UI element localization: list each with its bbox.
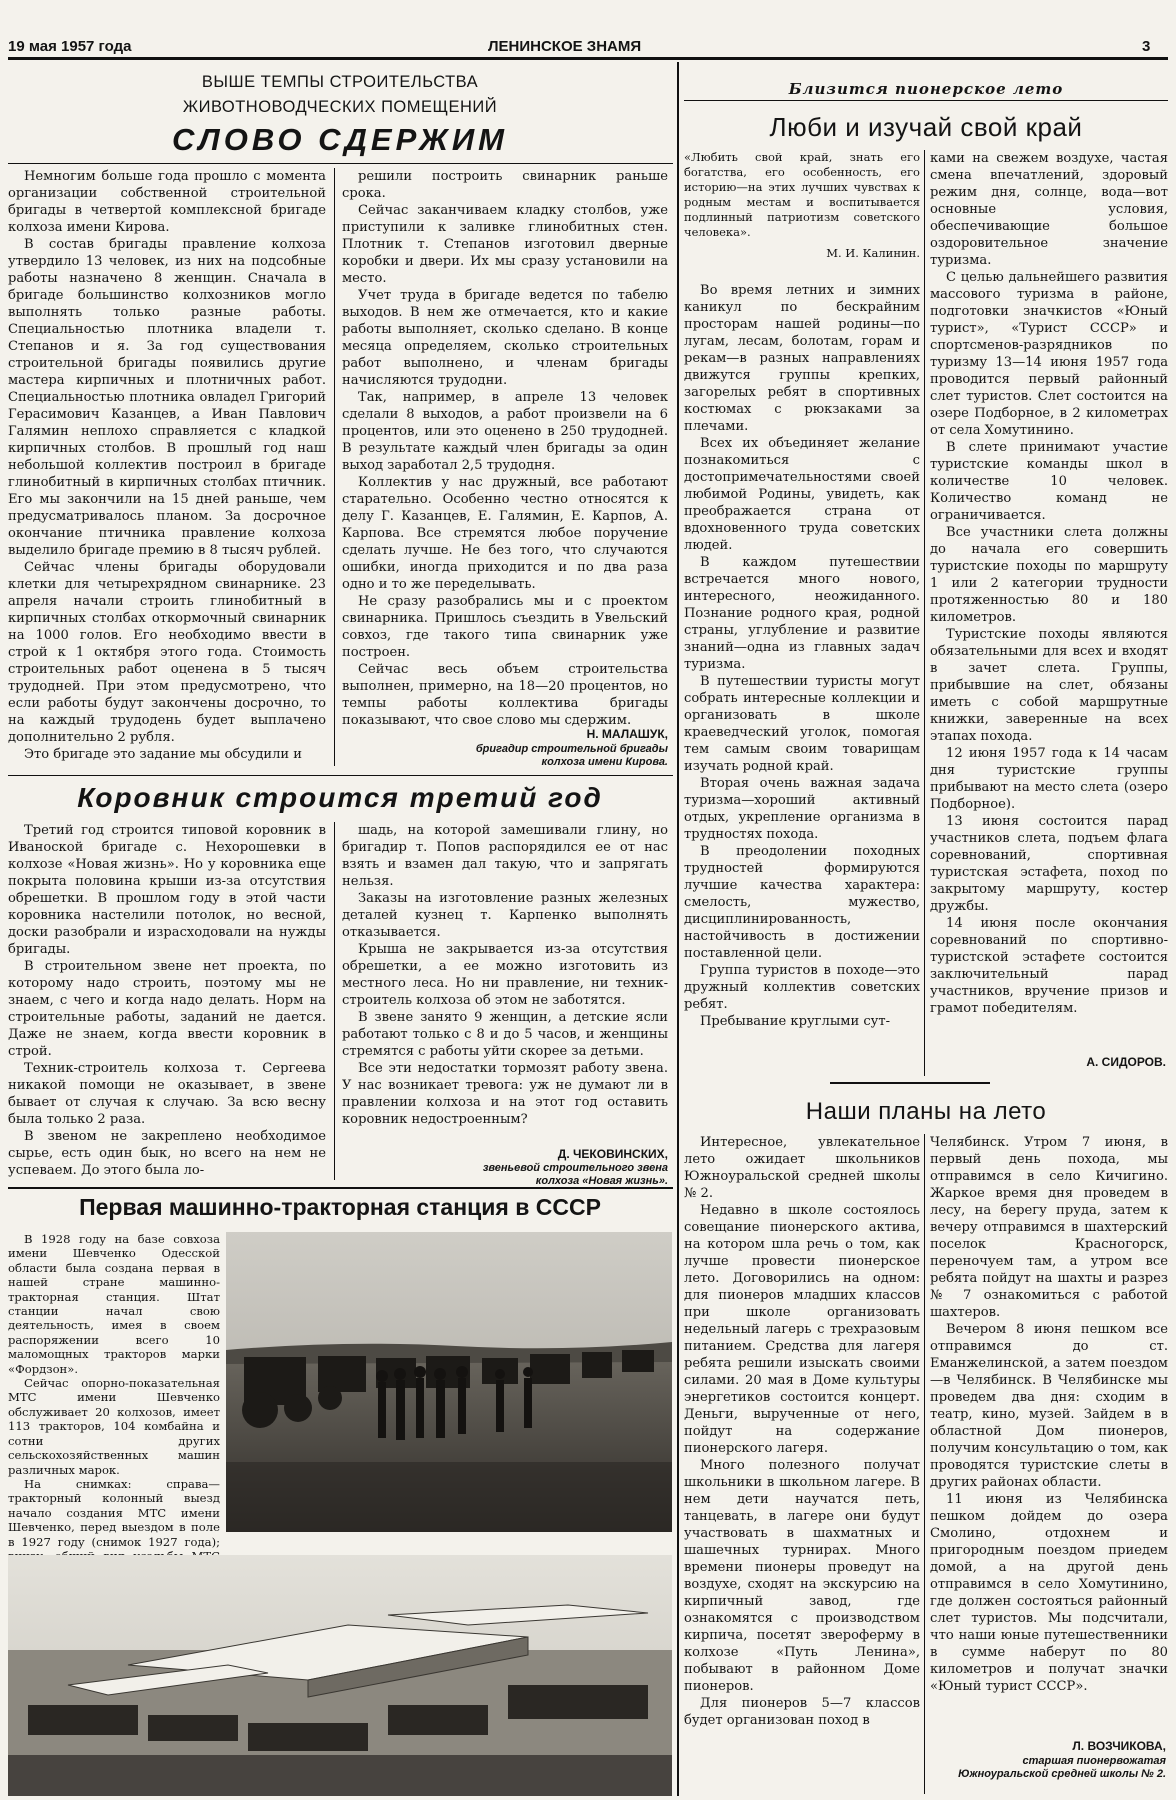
paragraph: Техник-строитель колхоза т. Сергеева никакой помощи не оказывает, в звене бывает от случая к случаю. За всю весну была только 2 раза. <box>8 1061 326 1127</box>
article-column <box>684 1134 920 1796</box>
paragraph: Все эти недостатки тормозят работу звена. У нас возникает тревога: уж не думают ли в правлении колхоза и на этот год оставить коровник недостроенным? <box>342 1061 668 1127</box>
paragraph: 13 июня состоится парад участников слета, подъем флага соревнований, спортивная туристская эстафета, поход по закрытому маршруту, костер дружбы. <box>930 814 1168 914</box>
paragraph: 11 июня из Челябинска пешком дойдем до озера Смолино, отдохнем и пригородным поездом приедем домой, а на другой день отправимся в село Хомутинино, где должен состояться районный слет туристов. Мы подсчитали, что наши юные путешественники в сумме наберут по 80 километров и получат значки «Юный турист СССР». <box>930 1492 1168 1694</box>
article-title: Наши планы на лето <box>805 1098 1047 1125</box>
paragraph: На снимках: справа—тракторный колонный выезд начало создания МТС имени Шевченко, перед выездом в поле в 1927 году (снимок 1927 года); <box>8 1476 220 1549</box>
paragraph: Всех их объединяет желание познакомиться с достопримечательностями своей любимой Родины, увидеть, как преображается страна от вдохновенного труда советских людей. <box>684 436 920 553</box>
paragraph: Группа туристов в походе—это дружный коллектив советских ребят. <box>684 963 920 1012</box>
section-rubric: Близится пионерское лето <box>788 80 1064 98</box>
masthead-rule <box>8 57 1168 60</box>
paragraph: Вечером 8 июня пешком все отправимся до ст. Еманжелинской, а затем поездом—в Челябинск. В Челябинске мы проведем два дня: сходим в театр, кино, музей. Зайдем в в областной Дом пионеров, получим консультацию о том, как проводятся туристские слеты в других районах области. <box>930 1322 1168 1490</box>
page-number: 3 <box>1142 38 1151 55</box>
article-column <box>342 822 668 1142</box>
article-column <box>930 1134 1168 1732</box>
article-title: Коровник строится третий год <box>77 782 603 813</box>
paragraph: В 1928 году на базе совхоза имени Шевченко Одесской области была создана первая в нашей стране машинно-тракторная станция. Штат станции начал свою деятельность, имея в своем распоряжении всего 10 маломощных тракторов марки «Фордзон». <box>8 1232 220 1376</box>
author-signature: Л. ВОЗЧИКОВА, <box>1072 1739 1166 1753</box>
article-column <box>342 168 668 728</box>
author-role: старшая пионервожатая Южноуральской средней школы № 2. <box>958 1755 1166 1780</box>
epigraph-author: М. И. Калинин. <box>826 246 920 260</box>
paragraph: Сейчас заканчиваем кладку столбов, уже приступили к заливке глинобитных стен. Плотник т. Степанов изготовил дверные коробки и двери. Их мы сразу установили на место. <box>342 203 668 286</box>
paragraph: 12 июня 1957 года к 14 часам дня туристские группы прибывают на место слета (озеро Подборное). <box>930 746 1168 812</box>
paragraph: Сейчас опорно-показательная МТС имени Шевченко обслуживает 20 колхозов, имеет 113 тракторов, 104 комбайна и сотни других сельскохозяйственных машин различных марок. <box>8 1376 220 1477</box>
paragraph: В состав бригады правление колхоза утвердило 13 человек, из них на подсобные работы назначено 8 женщин. Сначала в бригаде большинство колхозников могло выполнять только разные работы. Специальностью плотника владели т. Степанов и я. За год существования строительной бригады появились другие мастера кирпичных и плотничных работ. Специальностью плотника овладел Григорий Герасимович Казанцев, а Иван Павлович Галямин неплохо справляется с кладкой кирпичных столбов. В прошлый год наш небольшой коллектив построил в бригаде глинобитный в кирпичных столбах птичник. Его мы закончили на 15 дней раньше, чем предусматривалось планом. За досрочное окончание птичника правление колхоза выделило бригаде премию в 8 тысяч рублей. <box>8 237 326 558</box>
paragraph: В преодолении походных трудностей формируются лучшие качества характера: смелость, мужество, дисциплинированность, настойчивость в достижении поставленной цели. <box>684 844 920 961</box>
paragraph: В строительном звене нет проекта, по которому надо строить, поэтому мы не знаем, с чего и когда надо делать. Норм на строительные работы, заданий не дается. Даже не знаем, когда ввести коровник в строй. <box>8 959 326 1059</box>
column-rule <box>334 822 335 1180</box>
paragraph: Третий год строится типовой коровник в Иваноской бригаде с. Нехорошевки в колхозе «Новая жизнь». Но у коровника еще покрыта половина крыши из-за отсутствия обрешетки. В прошлом году в этой части коровника настелили потолок, но весной, доски разобрали и израсходовали на нужды бригады. <box>8 823 326 957</box>
paragraph: Все участники слета должны до начала его совершить туристские походы по маршруту 1 или 2 категории трудности протяженностью 80 и 180 километров. <box>930 525 1168 625</box>
paragraph: В звене занято 9 женщин, а детские ясли работают только с 8 и до 5 часов, и женщины стремятся с работы уйти скорее за детьми. <box>342 1010 668 1059</box>
paragraph: Сейчас весь объем строительства выполнен, примерно, на 18—20 процентов, но темпы работы коллектива бригады показывают, что свое слово мы сдержим. <box>342 662 668 728</box>
mts-yard-photo-image <box>8 1555 672 1796</box>
section-divider <box>8 163 673 164</box>
author-signature: Н. МАЛАШУК, <box>586 727 668 741</box>
epigraph-block <box>684 150 920 261</box>
epigraph: «Любить свой край, знать его богатства, его особенность, его историю—на этих лучших чувствах к родным местам и воспитывается подлинный патриотизм советского человека». <box>684 150 920 239</box>
paragraph: Заказы на изготовление разных железных деталей кузнец т. Карпенко выполнять отказывается. <box>342 891 668 940</box>
masthead-paper-name: ЛЕНИНСКОЕ ЗНАМЯ <box>488 38 642 55</box>
photo-caption <box>8 1232 220 1550</box>
author-signature: Д. ЧЕКОВИНСКИХ, <box>557 1147 668 1161</box>
paragraph: решили построить свинарник раньше срока. <box>342 169 668 201</box>
paragraph: Много полезного получат школьники в школьном лагере. В нем дети научатся петь, танцевать, в лагере они будут участвовать в шахматных и шашечных турнирах. Много времени пионеры проведут на воздухе, сходят на экскурсию на кирпичный завод, где ознакомятся с производством кирпича, посетят звероферму в колхозе «Путь Ленина», побывают в районном Доме пионеров. <box>684 1458 920 1694</box>
paragraph: Сейчас члены бригады оборудовали клетки для четырехрядном свинарнике. 23 апреля начали строить глинобитный в кирпичных столбах откормочный свинарник на 1000 голов. Его необходимо ввести в строй к 1 октября этого года. Стоимость строительных работ оценена в 5 тысяч трудодней. При этом предусмотрено, что если работы будут закончены досрочно, то на каждый трудодень будет выплачено дополнительно 2 рубля. <box>8 560 326 745</box>
paragraph: шадь, на которой замешивали глину, но бригадир т. Попов распорядился ее от нас взять и взамен дал такую, что и запрягать нельзя. <box>342 823 668 889</box>
paragraph: В путешествии туристы могут собрать интересные коллекции и организовать в школе краеведческий уголок, помогая тем самым своим товарищам изучать родной край. <box>684 674 920 774</box>
article-title: СЛОВО СДЕРЖИМ <box>172 122 508 157</box>
column-rule <box>924 150 925 1076</box>
masthead-date: 19 мая 1957 года <box>8 38 132 55</box>
paragraph: В каждом путешествии встречается много нового, интересного, неожиданного. Познание родного края, родной страны, углубление и развитие знаний—одна из главных задач туризма. <box>684 555 920 672</box>
paragraph: Интересное, увлекательное лето ожидает школьников Южноуральской средней школы № 2. <box>684 1135 920 1201</box>
section-divider <box>830 1082 990 1084</box>
article-title: Первая машинно-тракторная станция в СССР <box>79 1194 601 1220</box>
paragraph: Пребывание круглыми сут- <box>700 1014 891 1029</box>
paragraph: Так, например, в апреле 13 человек сделали 8 выходов, а работ произвели на 6 процентов, или это оценено в 250 трудодней. В результате каждый член бригады за один выход заработал 2,5 трудодня. <box>342 390 668 473</box>
article-title: Люби и изучай свой край <box>769 112 1083 142</box>
column-rule <box>924 1134 925 1794</box>
paragraph: Крыша не закрывается из-за отсутствия обрешетки, а ее можно изготовить из местного леса. Но ни правление, ни техник-строитель колхоза об этом не заботятся. <box>342 942 668 1008</box>
paragraph: В слете принимают участие туристские команды школ в количестве 10 человек. Количество команд не ограничивается. <box>930 440 1168 523</box>
paragraph: Челябинск. Утром 7 июня, в первый день похода, мы отправимся в село Кичигино. Жаркое время дня проведем в лесу, на берегу пруда, затем к вечеру отправимся в шахтерский поселок Красногорск, переночуем там, а утром все ребята пойдут на шахты и разрез № 7 ознакомиться с работой шахтеров. <box>930 1135 1168 1320</box>
section-divider <box>8 775 673 776</box>
paragraph: Немногим больше года прошло с момента организации собственной строительной бригады в четвертой комплексной бригаде колхоза имени Кирова. <box>8 169 326 235</box>
section-divider <box>684 100 1168 101</box>
mts-yard-photo <box>8 1555 672 1796</box>
paragraph: ками на свежем воздухе, частая смена впечатлений, здоровый режим дня, солнце, вода—вот основные условия, обеспечивающие большое оздоровительное значение туризма. <box>930 151 1168 268</box>
tractors-photo <box>226 1232 672 1532</box>
paragraph: Учет труда в бригаде ведется по табелю выходов. В нем же отмечается, кто и какие работы выполняет, сколько сделано. В конце месяца определяем, сколько строительных работ выполнено, и членам бригады начисляются трудодни. <box>342 288 668 388</box>
paragraph: Во время летних и зимних каникул по бескрайним просторам нашей родины—по лугам, лесам, болотам, горам и рекам—в разных направлениях движутся группы крепких, загорелых ребят в спортивных костюмах с рюкзаками за плечами. <box>684 283 920 434</box>
paragraph: С целью дальнейшего развития массового туризма в районе, подготовки значкистов «Юный турист», «Турист СССР» и спортсменов-разрядников по туризму 13—14 июня 1957 года проводится первый районный слет туристов. Слет состоится на озере Подборное, в 2 километрах от села Хомутинино. <box>930 270 1168 438</box>
paragraph: Это бригаде это задание мы обсудили и <box>24 747 303 762</box>
column-rule <box>334 168 335 766</box>
paragraph: Не сразу разобрались мы и с проектом свинарника. Пришлось съездить в Увельский совхоз, где такого типа свинарник уже построен. <box>342 594 668 660</box>
paragraph: Туристские походы являются обязательными для всех и входят в зачет слета. Группы, прибывшие на слет, обязаны иметь с собой маршрутные книжки, заверенные на всех этапах похода. <box>930 627 1168 744</box>
article-kicker: ЖИВОТНОВОДЧЕСКИХ ПОМЕЩЕНИЙ <box>182 98 498 116</box>
article-column <box>930 150 1168 1050</box>
article-column <box>684 282 920 1082</box>
paragraph: Для пионеров 5—7 классов будет организован поход в <box>684 1696 920 1728</box>
paragraph: Вторая очень важная задача туризма—хороший активный отдых, укрепление организма в трудностях похода. <box>684 776 920 842</box>
author-signature: А. СИДОРОВ. <box>1086 1055 1166 1069</box>
tractors-photo-image <box>226 1232 672 1532</box>
paragraph: Недавно в школе состоялось совещание пионерского актива, на котором шла речь о том, как лучше провести пионерское лето. Договорились на одном: для пионеров младших классов при школе организовать недельный лагерь с трехразовым питанием. Средства для лагеря ребята решили изыскать своими силами. 20 мая в Доме культуры энергетиков состоится концерт. Деньги, вырученные от него, пойдут на содержание пионерского лагеря. <box>684 1203 920 1456</box>
article-column <box>8 168 326 768</box>
article-kicker: ВЫШЕ ТЕМПЫ СТРОИТЕЛЬСТВА <box>201 73 479 91</box>
paragraph: Коллектив у нас дружный, все работают старательно. Особенно честно относятся к делу Г. Казанцев, Е. Галямин, Е. Карпов, А. Карпова. Все стремятся любое поручение сделать лучше. Не без того, что случаются ошибки, иногда приходится и по два раза одно и то же переделывать. <box>342 475 668 592</box>
paragraph: 14 июня после окончания соревнований по спортивно-туристской эстафете состоится заключительный парад участников, вручение призов и грамот победителям. <box>930 916 1168 1016</box>
article-column <box>8 822 326 1182</box>
section-divider <box>677 62 679 1796</box>
author-role: звеньевой строительного звена колхоза «Новая жизнь». <box>482 1162 668 1187</box>
author-role: бригадир строительной бригады колхоза имени Кирова. <box>475 743 668 768</box>
paragraph: В звеном не закреплено необходимое сырье, есть один бык, но всего на нем не успеваем. До этого была ло- <box>8 1129 326 1178</box>
